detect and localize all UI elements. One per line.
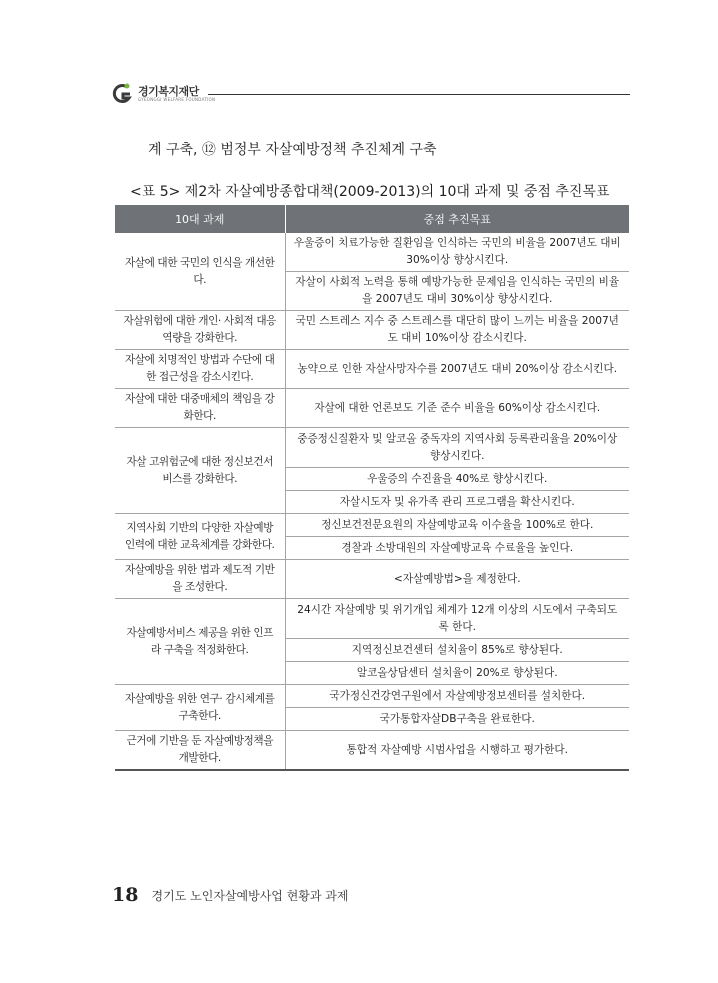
task-cell: 자살예방서비스 제공을 위한 인프라 구축을 적정화한다. xyxy=(115,599,285,685)
table-row xyxy=(115,428,629,468)
goal-cell: 자살시도자 및 유가족 관리 프로그램을 확산시킨다. xyxy=(285,491,629,514)
tasks-table xyxy=(115,205,629,771)
footer-title: 경기도 노인자살예방사업 현황과 과제 xyxy=(151,888,349,903)
task-cell: 근거에 기반을 둔 자살예방정책을 개발한다. xyxy=(115,731,285,771)
goal-cell: 알코올상담센터 설치율이 20%로 향상된다. xyxy=(285,662,629,685)
table-row xyxy=(115,514,629,537)
page-footer xyxy=(112,884,348,906)
task-cell: 자살 고위험군에 대한 정신보건서비스를 강화한다. xyxy=(115,428,285,514)
goal-cell: 우울증이 치료가능한 질환임을 인식하는 국민의 비율을 2007년도 대비 30%이상 향상시킨다. xyxy=(285,233,629,272)
page-number: 18 xyxy=(112,884,139,906)
goal-cell: 국민 스트레스 지수 중 스트레스를 대단히 많이 느끼는 비율을 2007년도 대비 10%이상 감소시킨다. xyxy=(285,311,629,350)
intro-text: 계 구축, ⑫ 범정부 자살예방정책 추진체계 구축 xyxy=(148,142,437,158)
goal-cell: 자살이 사회적 노력을 통해 예방가능한 문제임을 인식하는 국민의 비율을 2007년도 대비 30%이상 향상시킨다. xyxy=(285,272,629,311)
table-row xyxy=(115,731,629,771)
goal-cell: 경찰과 소방대원의 자살예방교육 수료율을 높인다. xyxy=(285,537,629,560)
goal-cell: 국가통합자살DB구축을 완료한다. xyxy=(285,708,629,731)
table-caption: <표 5> 제2차 자살예방종합대책(2009-2013)의 10대 과제 및 중점 추진목표 xyxy=(130,184,610,200)
goal-cell: 자살에 대한 언론보도 기준 준수 비율을 60%이상 감소시킨다. xyxy=(285,389,629,428)
task-cell: 자살예방을 위한 연구· 감시체계를 구축한다. xyxy=(115,685,285,731)
goal-cell: 통합적 자살예방 시범사업을 시행하고 평가한다. xyxy=(285,731,629,771)
task-cell: 자살위험에 대한 개인· 사회적 대응역량을 강화한다. xyxy=(115,311,285,350)
table-row xyxy=(115,560,629,599)
header-rule xyxy=(208,94,630,95)
goal-cell: 24시간 자살예방 및 위기개입 체계가 12개 이상의 시도에서 구축되도록 한다. xyxy=(285,599,629,639)
table-row xyxy=(115,389,629,428)
table-row xyxy=(115,311,629,350)
org-name: 경기복지재단 xyxy=(138,85,199,98)
page-header xyxy=(112,80,630,108)
goal-cell: 중증정신질환자 및 알코올 중독자의 지역사회 등록관리율을 20%이상 향상시킨다. xyxy=(285,428,629,468)
org-subtitle: GYEONGGI WELFARE FOUNDATION xyxy=(138,97,216,102)
column-header-task: 10대 과제 xyxy=(115,205,285,233)
task-cell: 자살에 대한 대중매체의 책임을 강화한다. xyxy=(115,389,285,428)
goal-cell: 정신보건전문요원의 자살예방교육 이수율을 100%로 한다. xyxy=(285,514,629,537)
table-row xyxy=(115,350,629,389)
foundation-logo-icon xyxy=(112,82,134,106)
goal-cell: 지역정신보건센터 설치율이 85%로 향상된다. xyxy=(285,639,629,662)
task-cell: 자살예방을 위한 법과 제도적 기반을 조성한다. xyxy=(115,560,285,599)
task-cell: 자살에 대한 국민의 인식을 개선한다. xyxy=(115,233,285,311)
table-row xyxy=(115,233,629,272)
table-row xyxy=(115,685,629,708)
goal-cell: 우울증의 수진율을 40%로 향상시킨다. xyxy=(285,468,629,491)
task-cell: 자살에 치명적인 방법과 수단에 대한 접근성을 감소시킨다. xyxy=(115,350,285,389)
goal-cell: 농약으로 인한 자살사망자수를 2007년도 대비 20%이상 감소시킨다. xyxy=(285,350,629,389)
goal-cell: <자살예방법>을 제정한다. xyxy=(285,560,629,599)
table-header-row xyxy=(115,205,629,233)
goal-cell: 국가정신건강연구원에서 자살예방정보센터를 설치한다. xyxy=(285,685,629,708)
column-header-goal: 중점 추진목표 xyxy=(285,205,629,233)
task-cell: 지역사회 기반의 다양한 자살예방 인력에 대한 교육체계를 강화한다. xyxy=(115,514,285,560)
table-row xyxy=(115,599,629,639)
